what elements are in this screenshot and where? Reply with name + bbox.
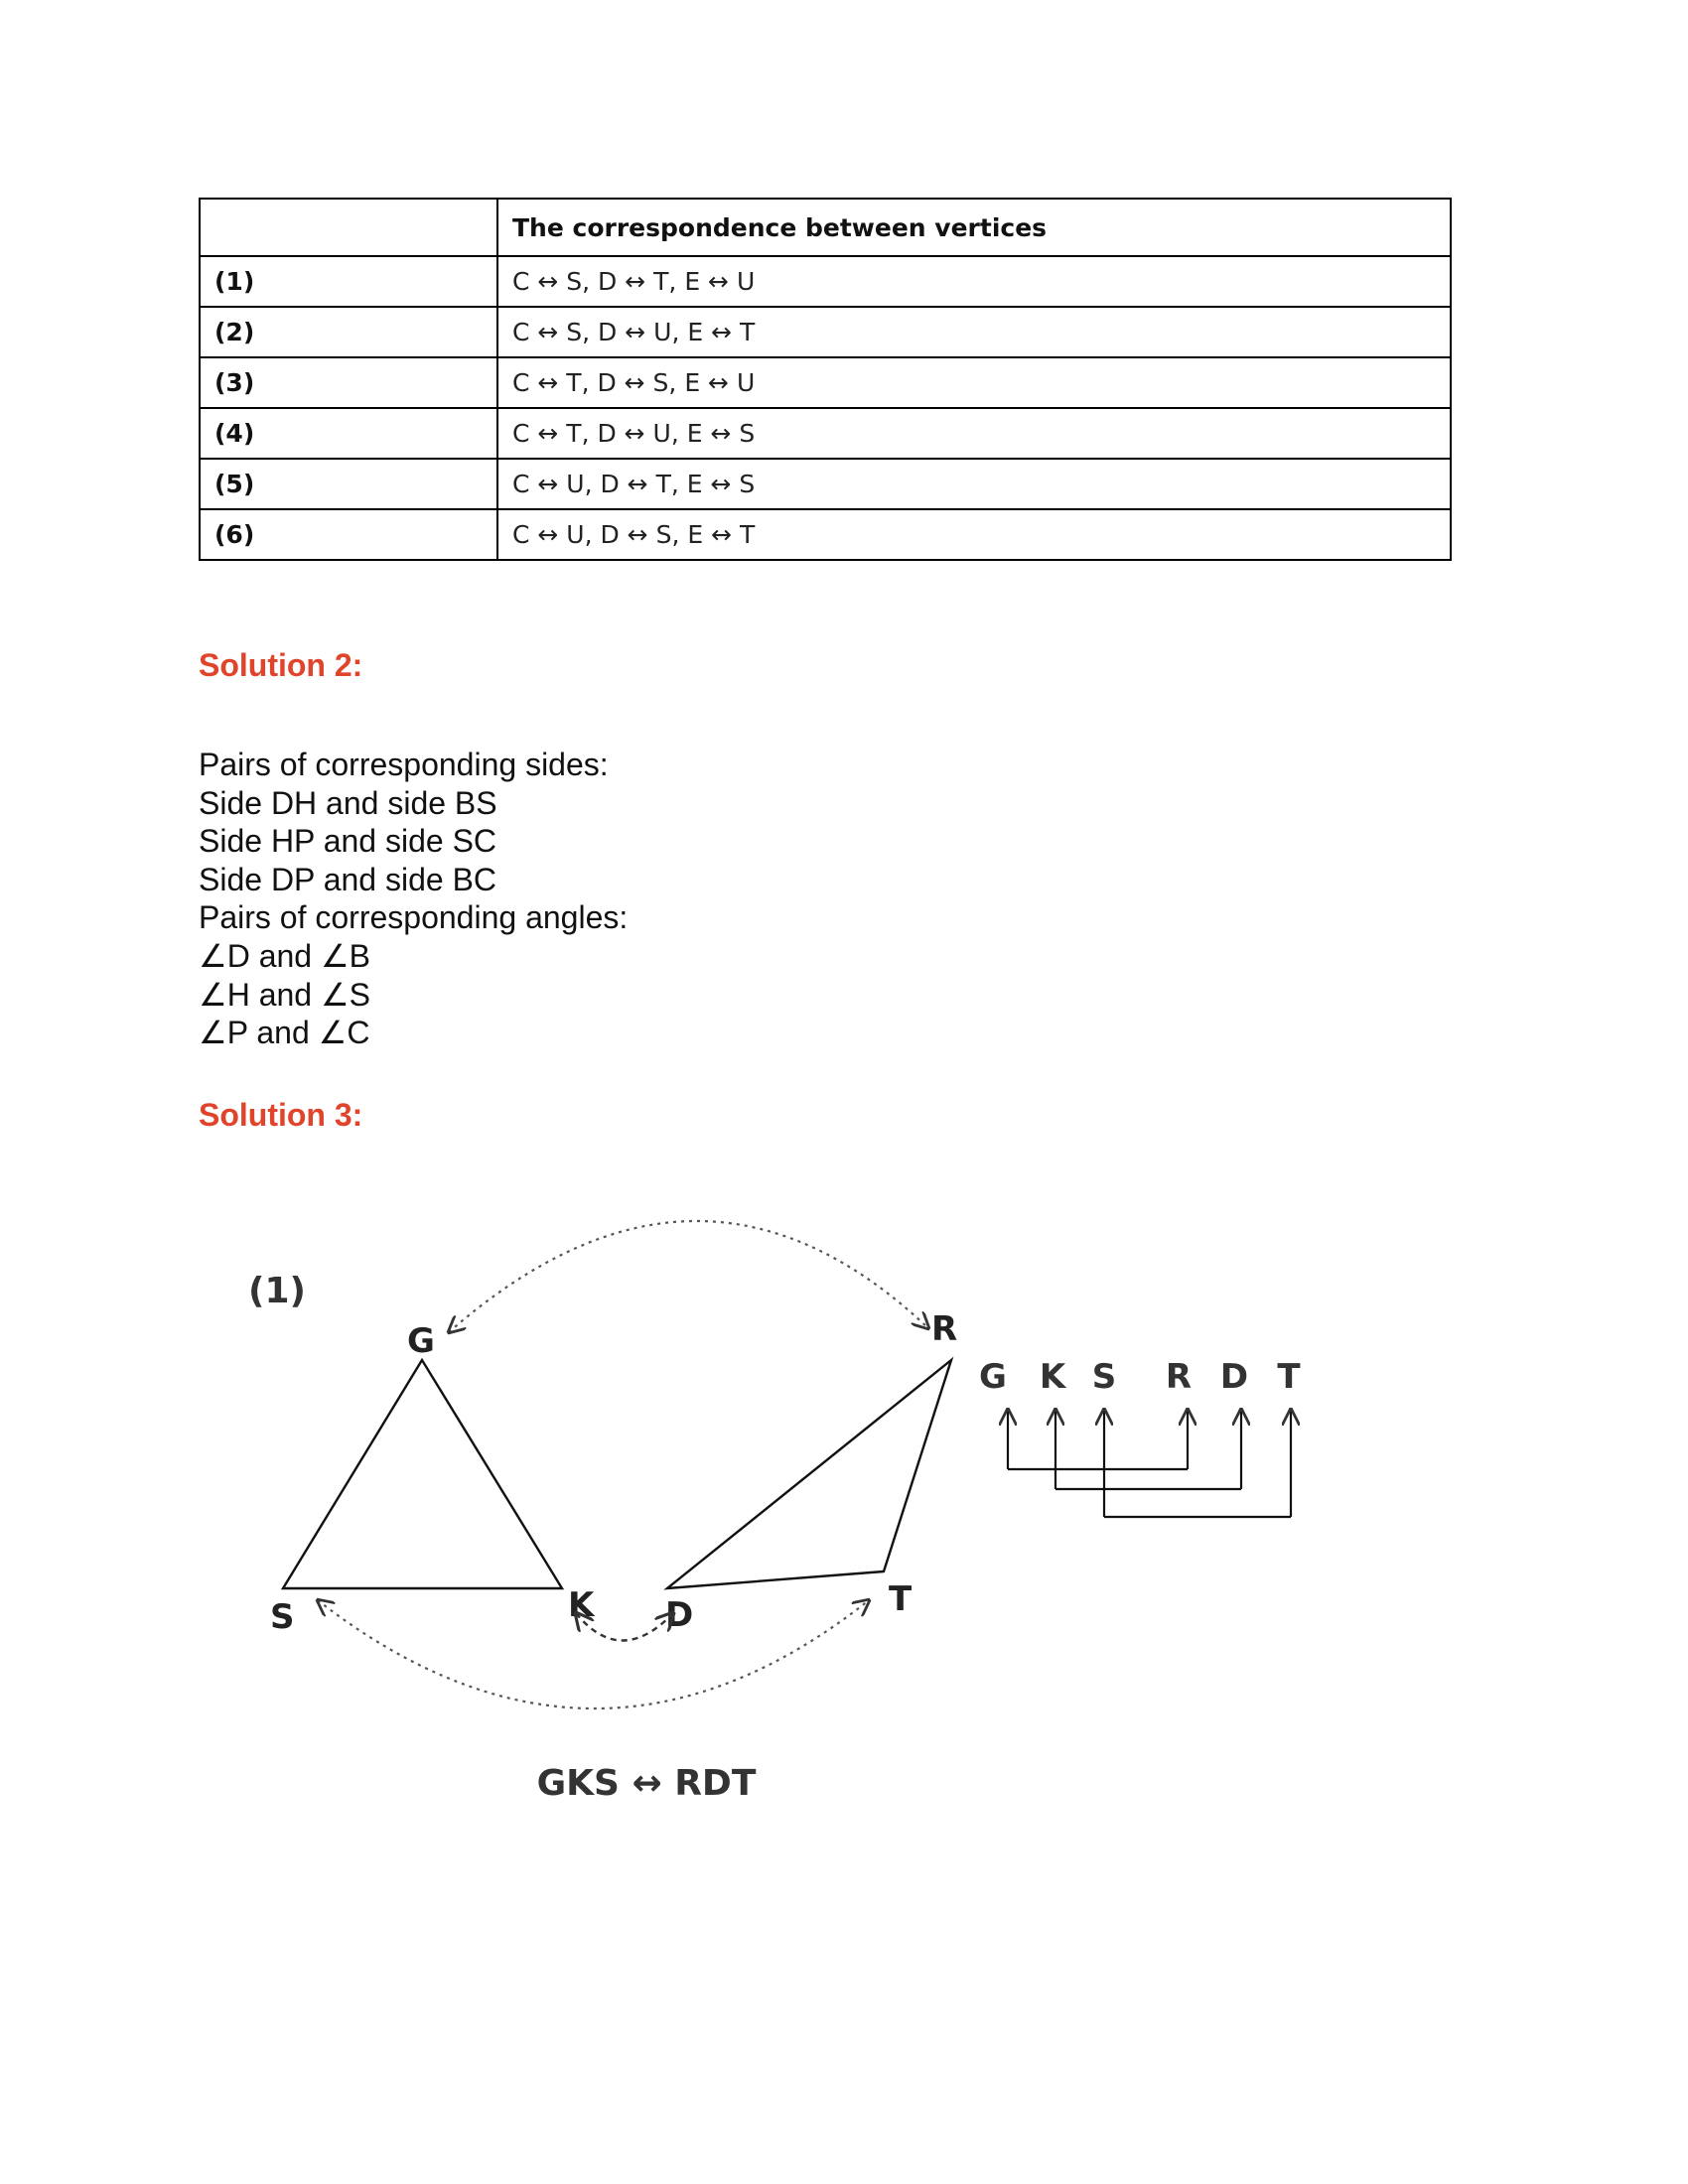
row-correspondence: C ↔ S, D ↔ U, E ↔ T xyxy=(497,307,1451,357)
side-pair: Side DH and side BS xyxy=(199,784,497,821)
row-correspondence: C ↔ T, D ↔ U, E ↔ S xyxy=(497,408,1451,459)
row-label: (2) xyxy=(200,307,497,357)
solution-3-heading: Solution 3: xyxy=(199,1097,363,1133)
vertex-s-label: S xyxy=(270,1597,295,1637)
mapping-letter: T xyxy=(1277,1357,1301,1397)
mapping-letter: R xyxy=(1165,1357,1193,1397)
angle-pair: ∠P and ∠C xyxy=(199,1015,370,1051)
triangle-correspondence-figure xyxy=(0,1171,1390,1866)
table-row xyxy=(200,307,1451,357)
mapping-letter: D xyxy=(1219,1357,1249,1397)
table-row xyxy=(200,509,1451,560)
row-correspondence: C ↔ U, D ↔ T, E ↔ S xyxy=(497,459,1451,509)
mapping-letter: G xyxy=(979,1357,1007,1397)
row-label: (3) xyxy=(200,357,497,408)
vertex-r-label: R xyxy=(931,1309,958,1349)
solution-2-body xyxy=(199,746,628,1052)
table-header-cell: The correspondence between vertices xyxy=(497,199,1451,256)
table-row xyxy=(200,408,1451,459)
vertex-t-label: T xyxy=(889,1579,913,1619)
table-row xyxy=(200,256,1451,307)
figure-label: (1) xyxy=(248,1271,306,1311)
table-header-blank-cell xyxy=(200,199,497,256)
row-correspondence: C ↔ S, D ↔ T, E ↔ U xyxy=(497,256,1451,307)
row-correspondence: C ↔ T, D ↔ S, E ↔ U xyxy=(497,357,1451,408)
triangle-gks xyxy=(283,1360,562,1588)
side-pair: Side DP and side BC xyxy=(199,861,497,897)
table-row xyxy=(200,357,1451,408)
table-row xyxy=(200,459,1451,509)
angle-pair: ∠D and ∠B xyxy=(199,937,370,974)
correspondence-table xyxy=(199,198,1452,561)
vertex-k-label: K xyxy=(568,1585,595,1625)
side-pair: Side HP and side SC xyxy=(199,823,497,860)
triangle-rdt xyxy=(667,1360,951,1588)
g-r-correspondence-arrow xyxy=(449,1221,928,1332)
row-label: (5) xyxy=(200,459,497,509)
row-label: (4) xyxy=(200,408,497,459)
row-label: (1) xyxy=(200,256,497,307)
vertex-d-label: D xyxy=(665,1595,694,1635)
angles-heading: Pairs of corresponding angles: xyxy=(199,899,629,936)
mapping-letter: S xyxy=(1091,1357,1117,1397)
solution-2-heading: Solution 2: xyxy=(199,647,363,683)
vertex-g-label: G xyxy=(407,1321,435,1361)
correspondence-caption: GKS ↔ RDT xyxy=(536,1763,757,1804)
row-label: (6) xyxy=(200,509,497,560)
angle-pair: ∠H and ∠S xyxy=(199,976,370,1013)
row-correspondence: C ↔ U, D ↔ S, E ↔ T xyxy=(497,509,1451,560)
mapping-letter: K xyxy=(1039,1357,1066,1397)
sides-heading: Pairs of corresponding sides: xyxy=(199,747,609,782)
table-header-row xyxy=(200,199,1451,256)
